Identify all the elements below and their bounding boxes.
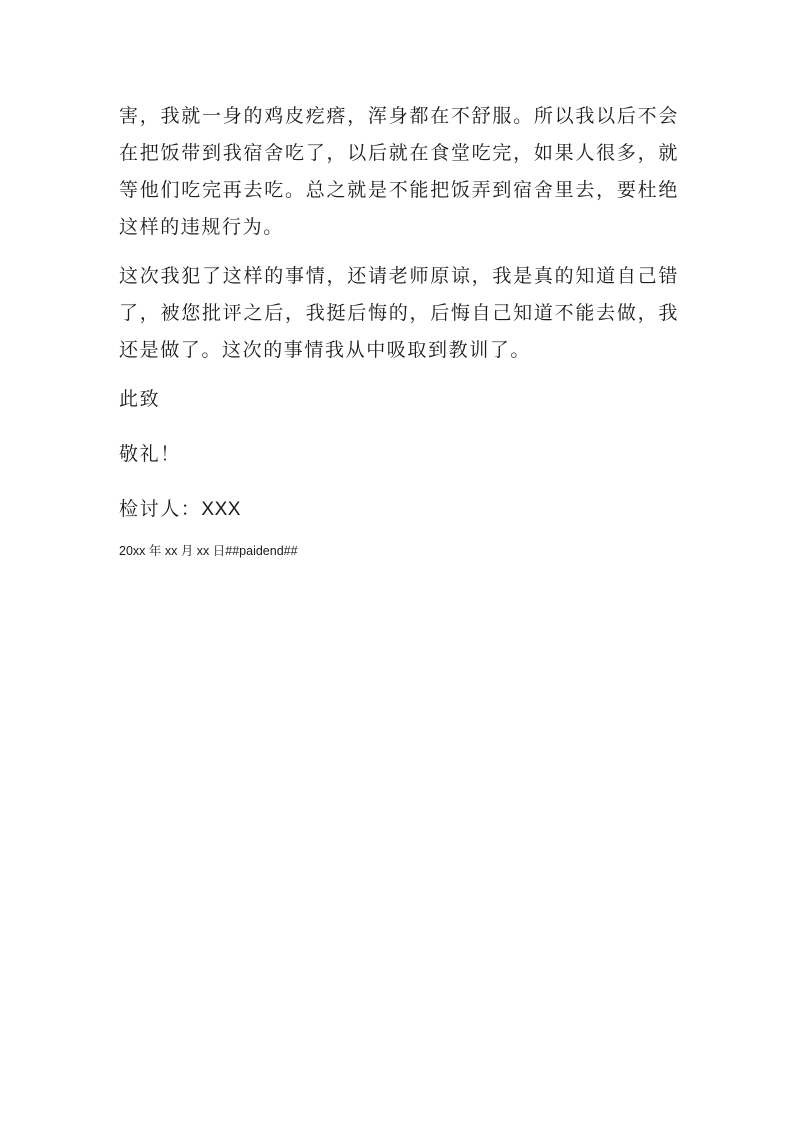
signature-name: XXX [201, 499, 241, 520]
body-paragraph-1: 害，我就一身的鸡皮疙瘩，浑身都在不舒服。所以我以后不会在把饭带到我宿舍吃了，以后就在食堂吃完，如果人很多，就等他们吃完再去吃。总之就是不能把饭弄到宿舍里去，要杜绝这样的违规行为。 [119, 105, 679, 238]
salutation-cizhi: 此致 [119, 388, 161, 410]
date-line: 20xx 年 xx 月 xx 日##paidend## [119, 544, 298, 558]
signature-label: 检讨人： [119, 498, 202, 520]
document-body [119, 98, 679, 560]
salutation-jingli: 敬礼！ [119, 443, 181, 465]
signature-line [119, 491, 679, 528]
body-paragraph-2: 这次我犯了这样的事情，还请老师原谅，我是真的知道自己错了，被您批评之后，我挺后悔的，后悔自己知道不能去做，我还是做了。这次的事情我从中吸取到教训了。 [119, 265, 679, 361]
